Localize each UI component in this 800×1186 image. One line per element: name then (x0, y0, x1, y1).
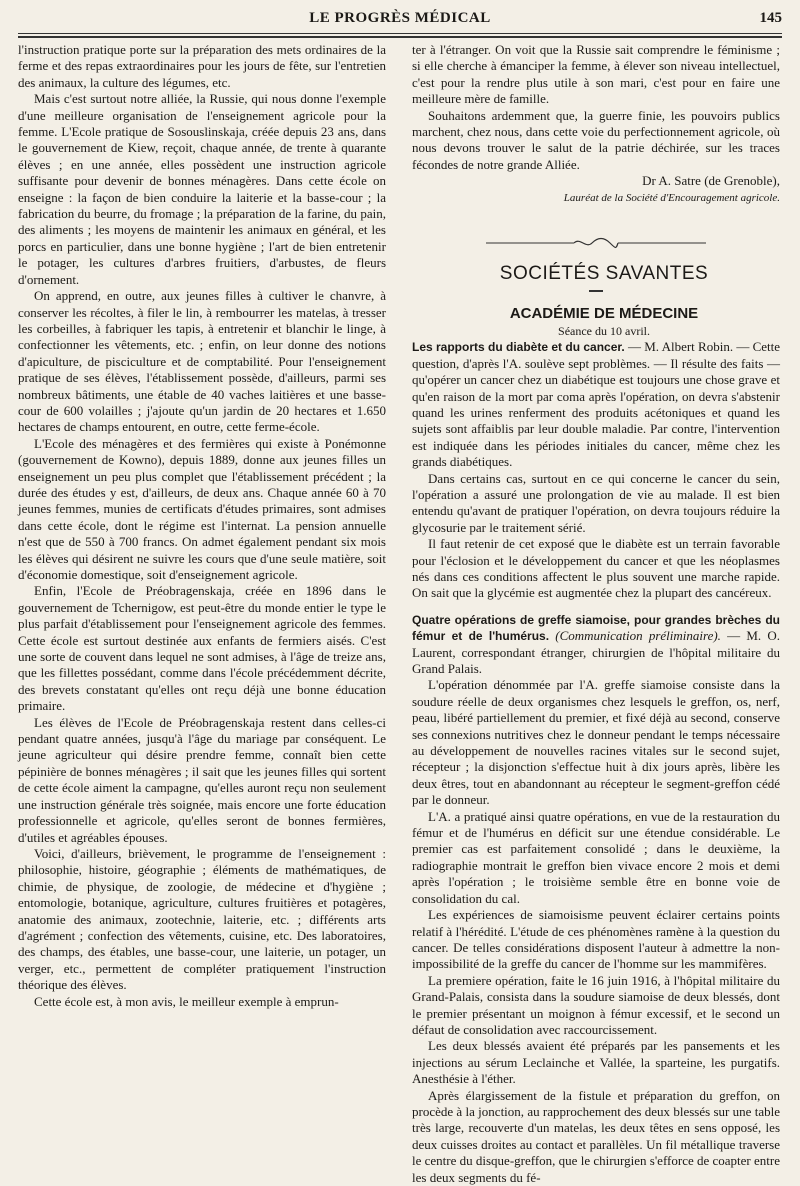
paragraph: Il faut retenir de cet exposé que le diabète est un terrain favorable pour l'éclosion et le développement du cancer et que les néoplasmes nés dans ces conditions affectent le plus souvent une marche rapide. On sait que la glycémie est augmentée chez la plupart des cancéreux. (412, 536, 780, 601)
paragraph: Les élèves de l'Ecole de Préobragenskaja restent dans celles-ci pendant quatre années, jusqu'à l'âge du mariage par conséquent. Le jeune agriculteur qui désire prendre femme, connaît bien cette pépinière de bonnes ménagères ; il sait que les jeunes filles qui sortent de cette école aiment la campagne, qu'elles auront reçu non seulement une instruction générale très soignée, mais encore une forte éducation professionnelle et agricole, qu'elles seront de bonnes fermières, d'utiles et agréables épouses. (18, 714, 386, 845)
article-item (412, 612, 780, 678)
paragraph: La premiere opération, faite le 16 juin 1916, à l'hôpital militaire du Grand-Palais, consista dans la soudure siamoise de deux blessés, dont le premier présentant un moignon à fémur excessif, et le second un défaut de consolidation avec raccourcissement. (412, 972, 780, 1037)
paragraph: Souhaitons ardemment que, la guerre finie, les pouvoirs publics marchent, chez nous, dans cette voie du perfectionnement agricole, où nous devons trouver le salut de la patrie déchirée, sur les traces fécondes de notre grande Alliée. (412, 107, 780, 172)
header-rule-thick (18, 36, 782, 38)
article-lead: Quatre opérations de greffe siamoise, pour grandes brèches du fémur et de l'humérus. (412, 612, 780, 644)
running-title: LE PROGRÈS MÉDICAL (309, 10, 491, 26)
paragraph: L'opération dénommée par l'A. greffe siamoise consiste dans la soudure réelle de deux organismes chez lesquels le greffon, os, nerf, peau, libéré partiellement du premier, et fixé déjà au second, conserve ses connexions nutritives chez le donneur pendant le temps nécessaire au développement de nouvelles racines vitales sur le second sujet, récepteur ; la disjonction s'effectue huit à dix jours après, libère les deux êtres, tout en abandonnant au récepteur le segment-greffon cédé par le donneur. (412, 677, 780, 808)
paragraph: Les deux blessés avaient été préparés par les pansements et les injections au sérum Leclainche et Vallée, la sparteine, les purgatifs. Anesthésie à l'éther. (412, 1038, 780, 1087)
left-column (18, 42, 386, 1106)
right-column (412, 42, 781, 1185)
paragraph: Cette école est, à mon avis, le meilleur exemple à emprun- (34, 993, 339, 1009)
article-note: (Communication préliminaire). (555, 628, 721, 644)
paragraph: Les expériences de siamoisisme peuvent éclairer certains points relatif à l'hérédité. L'étude de ces phénomènes ramène à la question du cancer. De telles considérations disposent l'auteur à admettre la non-impossibilité de la greffe du cancer de l'homme sur les mammifères. (412, 907, 780, 972)
article-lead: Les rapports du diabète et du cancer. (412, 340, 625, 355)
article-text: correspondant étranger, chirurgien de l'hôpital militaire du Grand Palais. (412, 644, 781, 676)
article-item (412, 339, 780, 470)
title-divider (589, 290, 603, 292)
signature: Dr A. Satre (de Grenoble), (642, 173, 780, 189)
article-author: — M. Albert Robin. — (624, 339, 753, 355)
paragraph: ter à l'étranger. On voit que la Russie sait comprendre le féminisme ; si elle cherche à émanciper la femme, à élever son niveau intellectuel, c'est pour la rendre plus utile à son mari, c'est pour en faire une meilleure mère de famille. (412, 42, 780, 107)
paragraph: Dans certains cas, surtout en ce qui concerne le cancer du sein, l'opération a assuré une prolongation de vie au malade. Il est bien entendu qu'avant de pratiquer l'opération, on devra toujours réduire la glycosurie par le traitement sérié. (412, 470, 780, 535)
page-number: 145 (759, 10, 782, 26)
subsection-title: ACADÉMIE DE MÉDECINE (509, 305, 699, 323)
paragraph: Enfin, l'Ecole de Préobragenskaja, créée en 1896 dans le gouvernement de Tchernigow, est peut-être du monde entier le type le plus parfait d'établissement pour l'enseignement agricole des femmes. Cette école est surtout destinée aux enfants de fermiers aisés. C'est une sorte de couvent dans lequel ne sont admises, à l'âge de treize ans, que les fillettes possédant, comme dans l'école précédemment décrite, des brevets constatant qu'elles ont reçu déjà une bonne éducation primaire. (18, 583, 386, 714)
decorative-flourish-icon (486, 236, 706, 250)
paragraph: On apprend, en outre, aux jeunes filles à cultiver le chanvre, à conserver les récoltes, à filer le lin, à rembourrer les matelas, à tresser les corbeilles, à fabriquer les tapis, à entretenir et blanchir le linge, à confectionner les vêtements, etc. ; enfin, on leur donne des notions d'apiculture, de pisciculture et de comptabilité. Pour l'enseignement pratique de ses élèves, l'établissement possède, d'ailleurs, parmi ses nombreux bâtiments, une étable de 40 vaches laitières et une basse-cour de 600 volailles ; j'ajoute qu'un jardin de 20 hectares et 1.650 hectares de champs entourent, en outre, cette ferme-école. (18, 288, 386, 435)
signature-title: Lauréat de la Société d'Encouragement agricole. (563, 191, 780, 204)
session-date: Séance du 10 avril. (558, 323, 650, 338)
article-text: Cette question, d'après l'A. soulève sept problèmes. — Il résulte des faits — qu'opérer un cancer chez un diabétique est toujours une chose grave et qu'en raison de la mort par coma après l'opération, on devra s'abstenir quand les urines renferment des produits acétoniques et quand les sujets sont affaiblis par leur double maladie. Par contre, l'intervention est indiquée dans les périodes initiales du cancer, même chez les grands diabétiques. (412, 339, 781, 470)
paragraph: l'instruction pratique porte sur la préparation des mets ordinaires de la ferme et des repas extraordinaires pour les jours de fête, sur l'entretien des animaux, la culture des légumes, etc. (18, 42, 386, 90)
paragraph: Après élargissement de la fistule et préparation du greffon, on procède à la jonction, au rapprochement des deux blessés sur une table très large, recouverte d'un matelas, les deux têtes en sens opposé, les deux cuisses droites au contact et parallèles. Un fil métallique traverse le centre du disque-greffon, que le chirurgien s'efforce de coapter entre les deux segments du fé- (412, 1087, 780, 1185)
article-author: — M. O. Laurent, (412, 628, 780, 660)
header-rule-thin (18, 33, 782, 34)
paragraph: L'Ecole des ménagères et des fermières qui existe à Ponémonne (gouvernement de Kowno), depuis 1889, donne aux jeunes filles un enseignement un peu plus complet que l'établissement précédent ; la durée des études y est, d'ailleurs, de deux ans. Chaque année 60 à 70 jeunes femmes, munies de certificats d'études primaires, sont admises dans cette école, dont le régime est l'internat. La pension annuelle n'est que de 550 à 700 francs. On admet également pendant six mois les élèves qui désirent ne suivre les cours que d'une seule matière, soit d'économie domestique, soit d'enseignement agricole. (18, 435, 386, 582)
section-title: SOCIÉTÉS SAVANTES (499, 263, 709, 285)
paragraph: Voici, d'ailleurs, brièvement, le programme de l'enseignement : philosophie, histoire, géographie ; éléments de mathématiques, de chimie, de physique, de zoologie, de médecine et d'hygiène ; entomologie, botanique, agriculture, cultures fruitières et potagères, anatomie des animaux, zootechnie, laiterie, etc. ; différents arts d'agrément ; confection des vêtements, cuisine, etc. Des laboratoires, des champs, des étables, une basse-cour, une laiterie, un potager, un verger, etc., permettent de compléter pratiquement l'instruction théorique des élèves. (18, 845, 386, 993)
page-header (18, 6, 782, 32)
spacer (412, 602, 780, 612)
paragraph: L'A. a pratiqué ainsi quatre opérations, en vue de la restauration du fémur et de l'humérus en déficit sur une étendue considérable. Le premier cas est parfaitement consolidé ; dans le deuxième, la radiographie montrait le greffon bien vivace encore 2 mois et demi après l'opération ; le troisième semble être en bonne voie de consolidation du cal. (412, 808, 780, 906)
paragraph: Mais c'est surtout notre alliée, la Russie, qui nous donne l'exemple d'une meilleure organisation de l'enseignement agricole pour la femme. L'Ecole pratique de Sosouslinskaja, créée depuis 23 ans, dans le gouvernement de Kiew, reçoit, chaque année, de trente à quarante élèves ; en une année, elles possèdent une instruction agricole suffisante pour devenir de bonnes ménagères. Dans cette école on enseigne : la façon de bien conduire la laiterie et la basse-cour ; la fabrication du beurre, du fromage ; la préparation de la farine, du pain, des aliments ; les moyens de maintenir les animaux en général, et les porcs en particulier, dans une bonne hygiène ; l'art de bien entretenir le potager, les cultures d'arbres fruitiers, d'arbustes, de fleurs d'ornement. (18, 91, 386, 287)
